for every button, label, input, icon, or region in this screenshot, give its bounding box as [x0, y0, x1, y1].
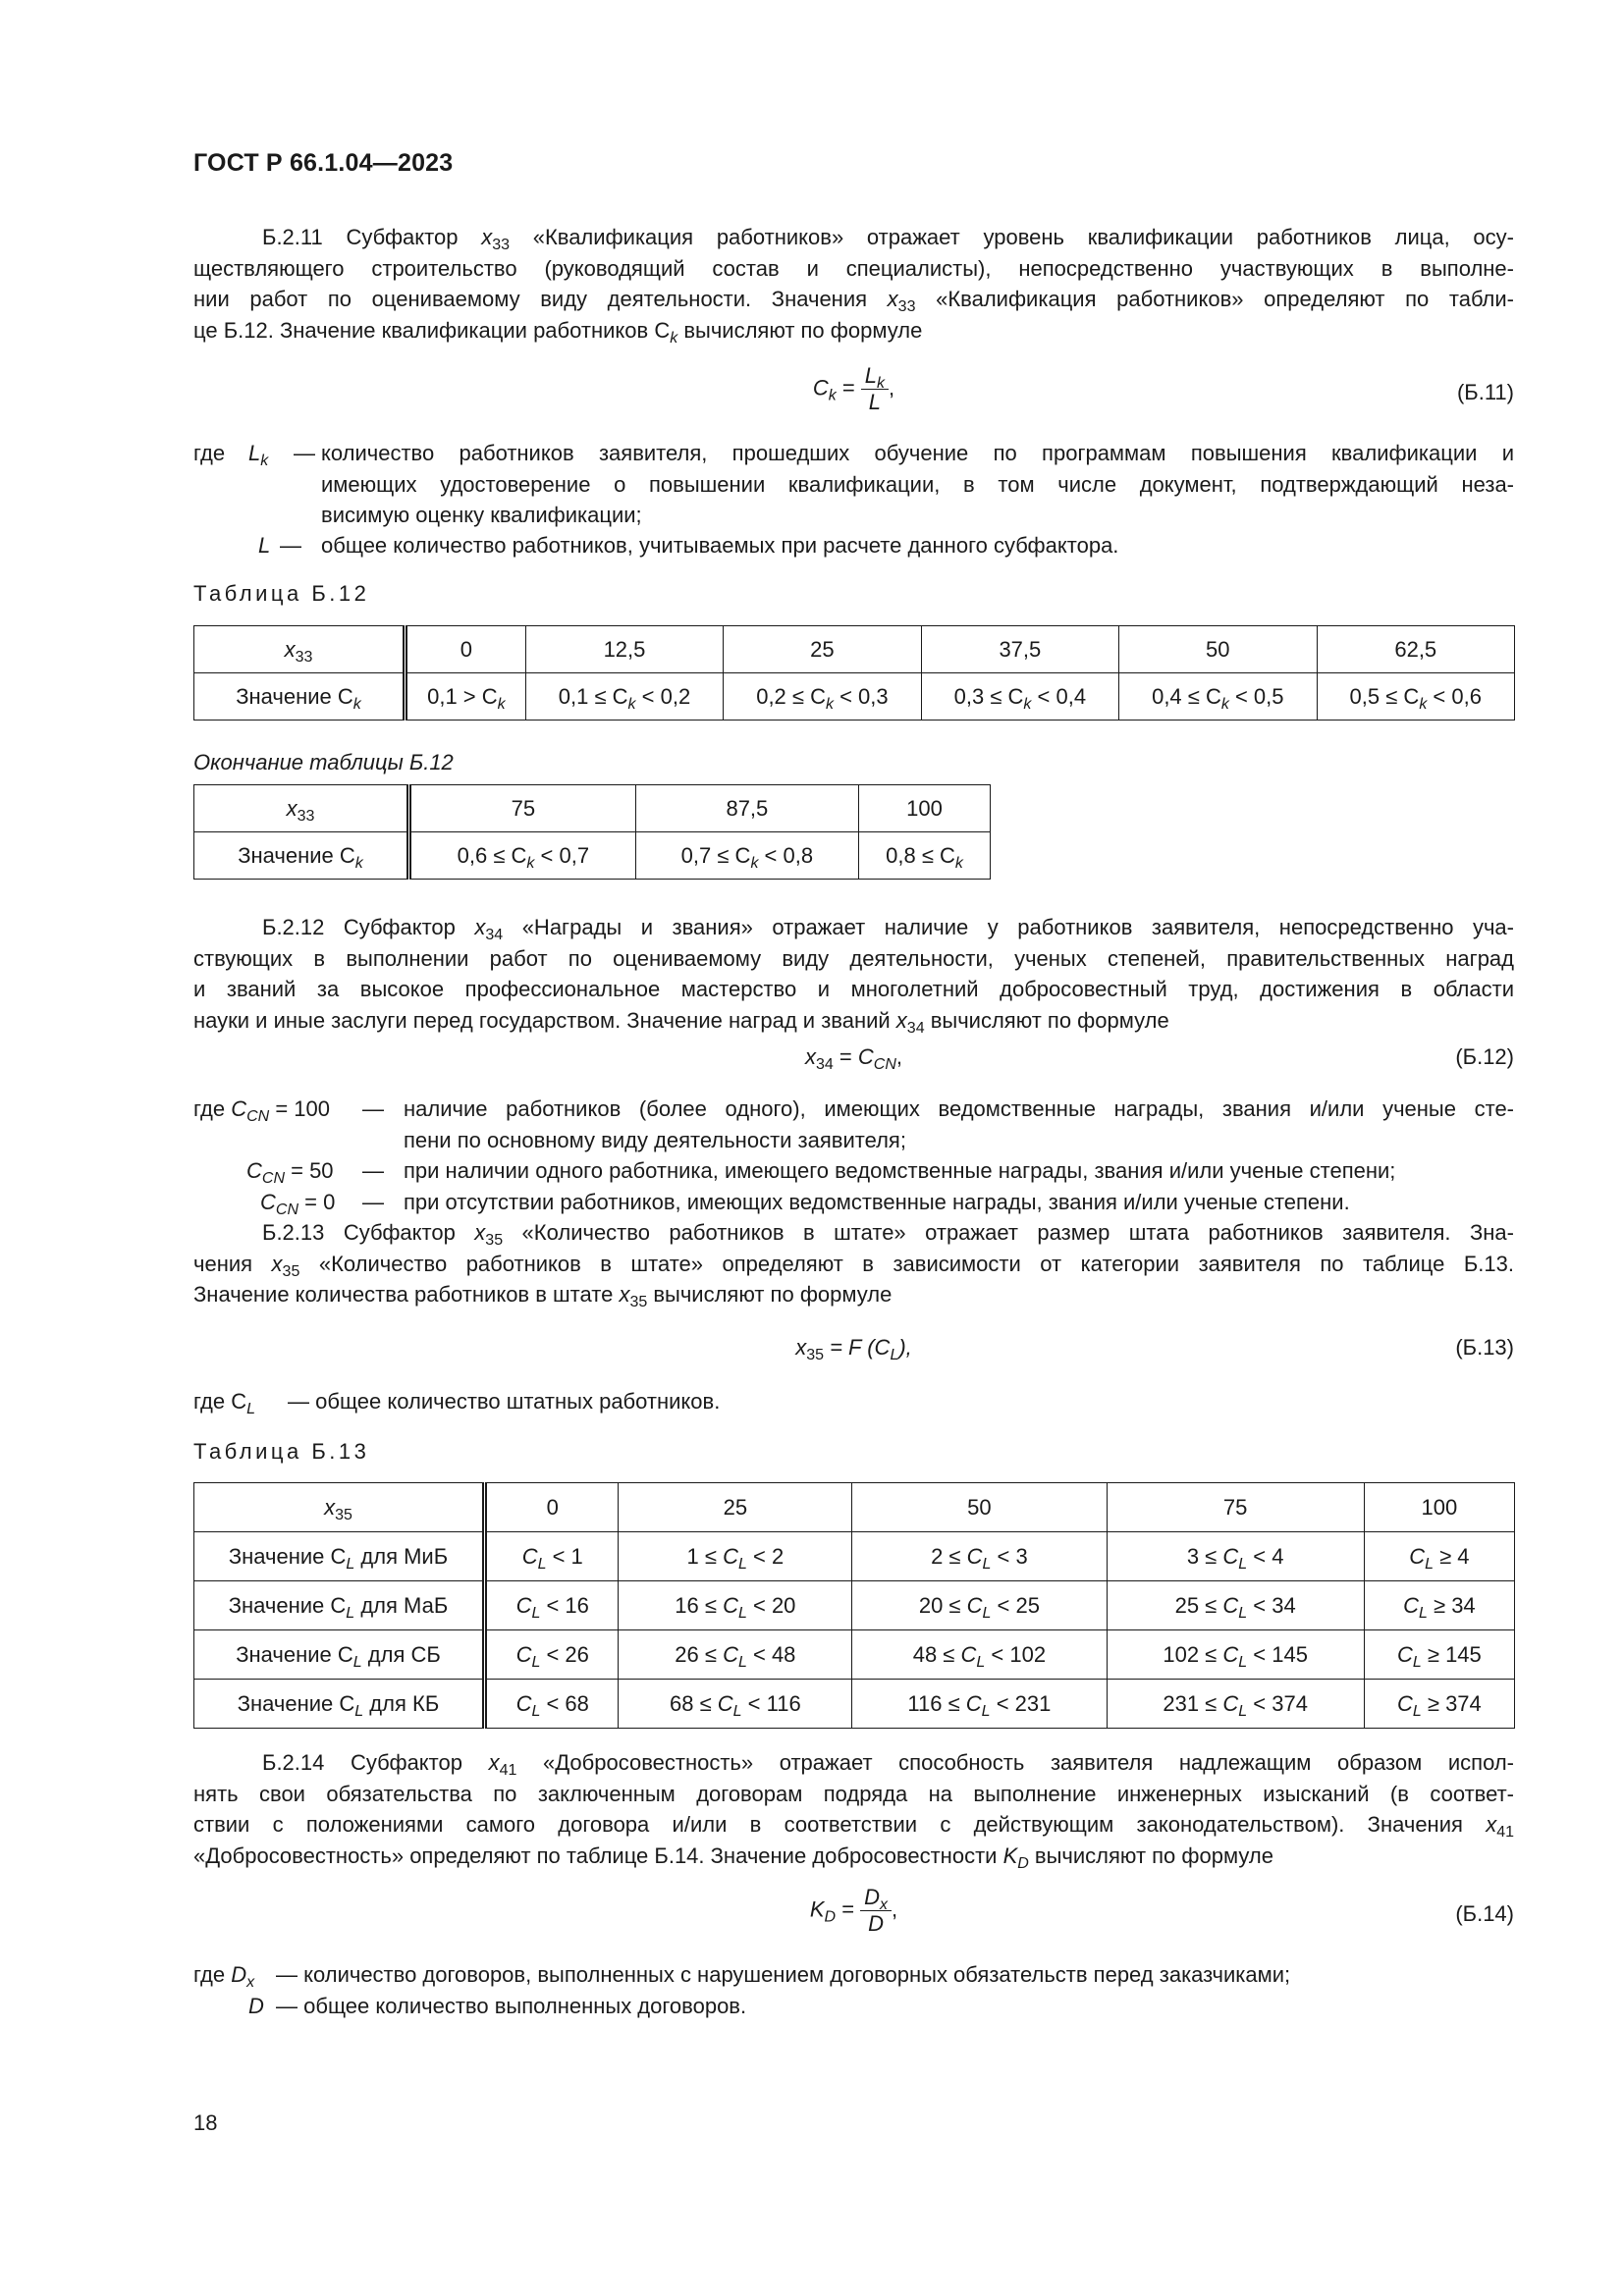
table-cell: $25 \le C_L < 34$	[1107, 1581, 1364, 1630]
table-cell: 87,5	[635, 785, 858, 832]
table-cell: 62,5	[1317, 626, 1514, 673]
table-cell: $231 \le C_L < 374$	[1107, 1680, 1364, 1729]
table-cell: $0,5 \le C_k < 0,6$	[1317, 673, 1514, 721]
page-number: 18	[193, 2110, 218, 2135]
table-cell: $3 \le C_L < 4$	[1107, 1532, 1364, 1581]
formula-number: (Б.11)	[1456, 380, 1514, 404]
formula-number: (Б.13)	[1455, 1335, 1514, 1360]
table-cell: $C_L \ge 374$	[1364, 1680, 1514, 1729]
document-header: ГОСТ Р 66.1.04—2023	[193, 149, 454, 177]
formula-b13: $x_{35} = F$ $(C_L)$, (Б.13)	[795, 1335, 1514, 1363]
table-cell: $C_L < 68$	[485, 1680, 619, 1729]
table-cell: $48 \le C_L < 102$	[852, 1630, 1107, 1680]
formula-b14: $K_D$ = $\frac{D_x}{D}$ , (Б.14)	[809, 1885, 1514, 1936]
table-cell: 100	[859, 785, 991, 832]
table-cell: 75	[1107, 1483, 1364, 1532]
table-cell: $1 \le C_L < 2$	[619, 1532, 852, 1581]
formula-b12: $x_{34} = C_{CN}$, (Б.12)	[805, 1044, 1514, 1073]
paragraph-b2-12: Б.2.12 Субфактор $x_{34}$ «Награды и звания» отражает наличие у работников заявителя, непосредственно уча- ствующих в выполнении работ по оцениваемому виду деятельности, ученых степеней, правительственных наград и званий за высокое профессиональное мастерство и многолетний добросовестный труд, достижения в области науки и иные заслуги перед государством. Значение наград и званий $x_{34}$ вычисляют по формуле	[193, 915, 1514, 1037]
paragraph-b2-14: Б.2.14 Субфактор $x_{41}$ «Добросовестность» отражает способность заявителя надлежащим образом испол- нять свои обязательства по заключенным договорам подряда на выполнение инженерных изысканий (в соответ- ствии с положениями самого договора и/или в соответствии с действующим законодательством). Значения $x_{41}$ «Добросовестность» определяют по таблице Б.14. Значение добросовестности $K_D$ вычисляют по формуле	[193, 1750, 1514, 1872]
table-cell: 37,5	[921, 626, 1118, 673]
table-cell: $20 \le C_L < 25$	[852, 1581, 1107, 1630]
table-cell: $C_L < 16$	[485, 1581, 619, 1630]
table-cell: $C_L \ge 145$	[1364, 1630, 1514, 1680]
table-caption-b12: Таблица Б.12	[193, 581, 370, 606]
table-cell: 75	[409, 785, 636, 832]
table-row-label: Значение $C_k$	[194, 673, 406, 721]
table-cell: 25	[619, 1483, 852, 1532]
table-cell: $0,8 \le C_k$	[859, 832, 991, 880]
paragraph-b2-13: Б.2.13 Субфактор $x_{35}$ «Количество работников в штате» отражает размер штата работников заявителя. Зна- чения $x_{35}$ «Количество работников в штате» определяют в зависимости от категории заявителя по таблице Б.13. Значение количества работников в штате $x_{35}$ вычисляют по формуле	[193, 1220, 1514, 1310]
table-cell: $0,1 > C_k$	[406, 673, 526, 721]
table-row-label: Значение $C_k$	[194, 832, 409, 880]
table-b13	[193, 1482, 1515, 1729]
table-cell: $C_L \ge 4$	[1364, 1532, 1514, 1581]
table-caption-b13: Таблица Б.13	[193, 1439, 370, 1464]
table-cell: $0,2 \le C_k < 0,3$	[724, 673, 921, 721]
table-row-label: Значение $C_L$ для МаБ	[194, 1581, 485, 1630]
formula-number: (Б.14)	[1455, 1901, 1514, 1926]
table-cell: 50	[852, 1483, 1107, 1532]
table-cell: 0	[485, 1483, 619, 1532]
where-b13: где $C_L$ — общее количество штатных работников.	[193, 1389, 721, 1417]
table-cell: 0	[406, 626, 526, 673]
table-cell: $26 \le C_L < 48$	[619, 1630, 852, 1680]
table-cell: $C_L < 26$	[485, 1630, 619, 1680]
where-b14: где $D_x$ — количество договоров, выполненных с нарушением договорных обязательств перед заказчиками; D — общее количество выполненных договоров.	[193, 1962, 1291, 2018]
formula-number: (Б.12)	[1455, 1044, 1514, 1069]
table-row-label: Значение $C_L$ для КБ	[194, 1680, 485, 1729]
table-cell: 50	[1119, 626, 1317, 673]
table-cell: $C_L < 1$	[485, 1532, 619, 1581]
table-cell: 100	[1364, 1483, 1514, 1532]
table-head-cell: $x_{35}$	[194, 1483, 485, 1532]
table-cell: $0,4 \le C_k < 0,5$	[1119, 673, 1317, 721]
table-cell: $102 \le C_L < 145$	[1107, 1630, 1364, 1680]
formula-b11: $C_k$ = $\frac{L_k}{L}$ , (Б.11)	[812, 363, 1514, 414]
table-cell: $0,6 \le C_k < 0,7$	[409, 832, 636, 880]
paragraph-b2-11: Б.2.11 Субфактор $x_{33}$ «Квалификация работников» отражает уровень квалификации работников лица, осу- ществляющего строительство (руководящий состав и специалисты), непосредственно участвующих в выполне- нии работ по оцениваемому виду деятельности. Значения $x_{33}$ «Квалификация работников» определяют по табли- це Б.12. Значение квалификации работников $С_k$ вычисляют по формуле	[193, 225, 1515, 347]
table-head-cell: $x_{33}$	[194, 785, 409, 832]
table-cell: $0,1 \le C_k < 0,2$	[525, 673, 723, 721]
table-row-label: Значение $C_L$ для СБ	[194, 1630, 485, 1680]
table-cell: $116 \le C_L < 231$	[852, 1680, 1107, 1729]
where-b12: где $C_{CN} = 100$ — наличие работников (более одного), имеющих ведомственные награды, звания и/или ученые сте- пени по основному виду деятельности заявителя; $C_{CN} = 50$ — при наличии одного работника, имеющего ведомственные награды, звания и/или ученые степени; $C_{CN} = 0$ — при отсутствии работников, имеющих ведомственные награды, звания и/или ученые степени.	[193, 1096, 1514, 1218]
table-cell: 12,5	[525, 626, 723, 673]
where-b11: где $L_k$ — количество работников заявителя, прошедших обучение по программам повышения квалификации и имеющих удостоверение о повышении квалификации, в том числе документ, подтверждающий неза- висимую оценку квалификации; L — общее количество работников, учитываемых при расчете данного субфактора.	[193, 441, 1514, 558]
table-cell: $2 \le C_L < 3$	[852, 1532, 1107, 1581]
table-cell: 25	[724, 626, 921, 673]
table-cell: $0,7 \le C_k < 0,8$	[635, 832, 858, 880]
table-row-label: Значение $C_L$ для МиБ	[194, 1532, 485, 1581]
table-cell: $0,3 \le C_k < 0,4$	[921, 673, 1118, 721]
table-head-cell: $x_{33}$	[194, 626, 406, 673]
table-b12-end	[193, 784, 991, 880]
table-cell: $16 \le C_L < 20$	[619, 1581, 852, 1630]
table-b12	[193, 625, 1515, 721]
table-caption-b12-end: Окончание таблицы Б.12	[193, 750, 454, 774]
table-cell: $68 \le C_L < 116$	[619, 1680, 852, 1729]
table-cell: $C_L \ge 34$	[1364, 1581, 1514, 1630]
